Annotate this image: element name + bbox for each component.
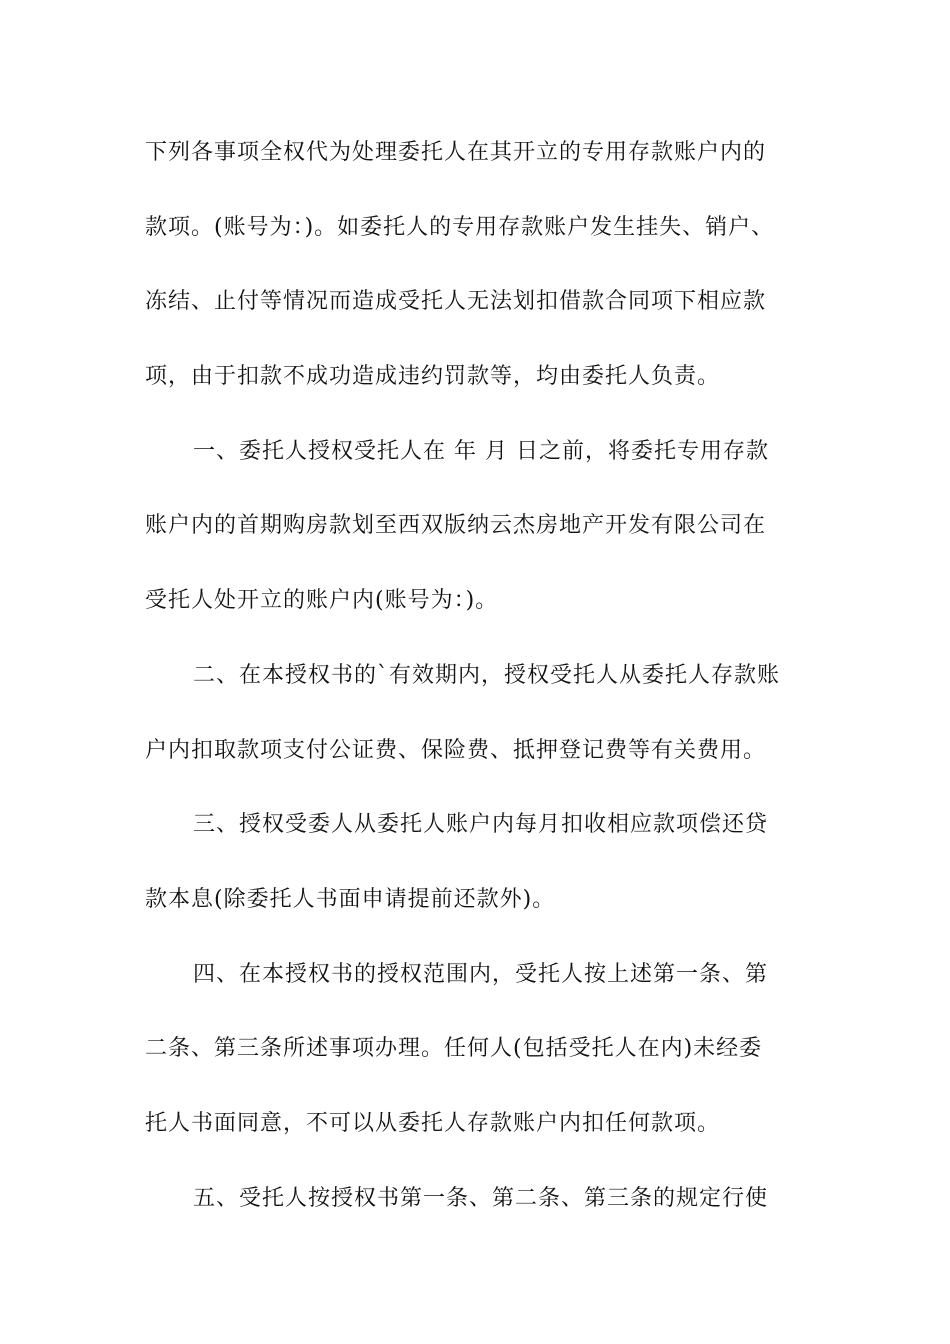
text-line-2: 款项。(账号为：)。如委托人的专用存款账户发生挂失、销户、 bbox=[145, 214, 775, 240]
document-body bbox=[145, 128, 815, 1248]
text-line-10: 三、授权受委人从委托人账户内每月扣收相应款项偿还贷 bbox=[193, 812, 769, 838]
text-line-12: 四、在本授权书的授权范围内，受托人按上述第一条、第 bbox=[193, 961, 769, 987]
text-line-1: 下列各事项全权代为处理委托人在其开立的专用存款账户内的 bbox=[145, 140, 767, 165]
text-line-3: 冻结、止付等情况而造成受托人无法划扣借款合同项下相应款 bbox=[145, 289, 767, 315]
text-line-13: 二条、第三条所述事项办理。任何人(包括受托人在内)未经委 bbox=[145, 1036, 763, 1062]
text-line-7: 受托人处开立的账户内(账号为：)。 bbox=[145, 588, 499, 614]
text-line-6: 账户内的首期购房款划至西双版纳云杰房地产开发有限公司在 bbox=[145, 513, 767, 539]
text-line-8: 二、在本授权书的`有效期内，授权受托人从委托人存款账 bbox=[193, 662, 781, 688]
text-line-14: 托人书面同意，不可以从委托人存款账户内扣任何款项。 bbox=[145, 1110, 721, 1136]
text-line-11: 款本息(除委托人书面申请提前还款外)。 bbox=[145, 886, 556, 912]
text-line-5: 一、委托人授权受托人在 年 月 日之前，将委托专用存款 bbox=[193, 438, 769, 464]
text-line-9: 户内扣取款项支付公证费、保险费、抵押登记费等有关费用。 bbox=[145, 737, 767, 763]
text-line-15: 五、受托人按授权书第一条、第二条、第三条的规定行使 bbox=[193, 1185, 769, 1211]
text-line-4: 项，由于扣款不成功造成违约罚款等，均由委托人负责。 bbox=[145, 364, 721, 390]
